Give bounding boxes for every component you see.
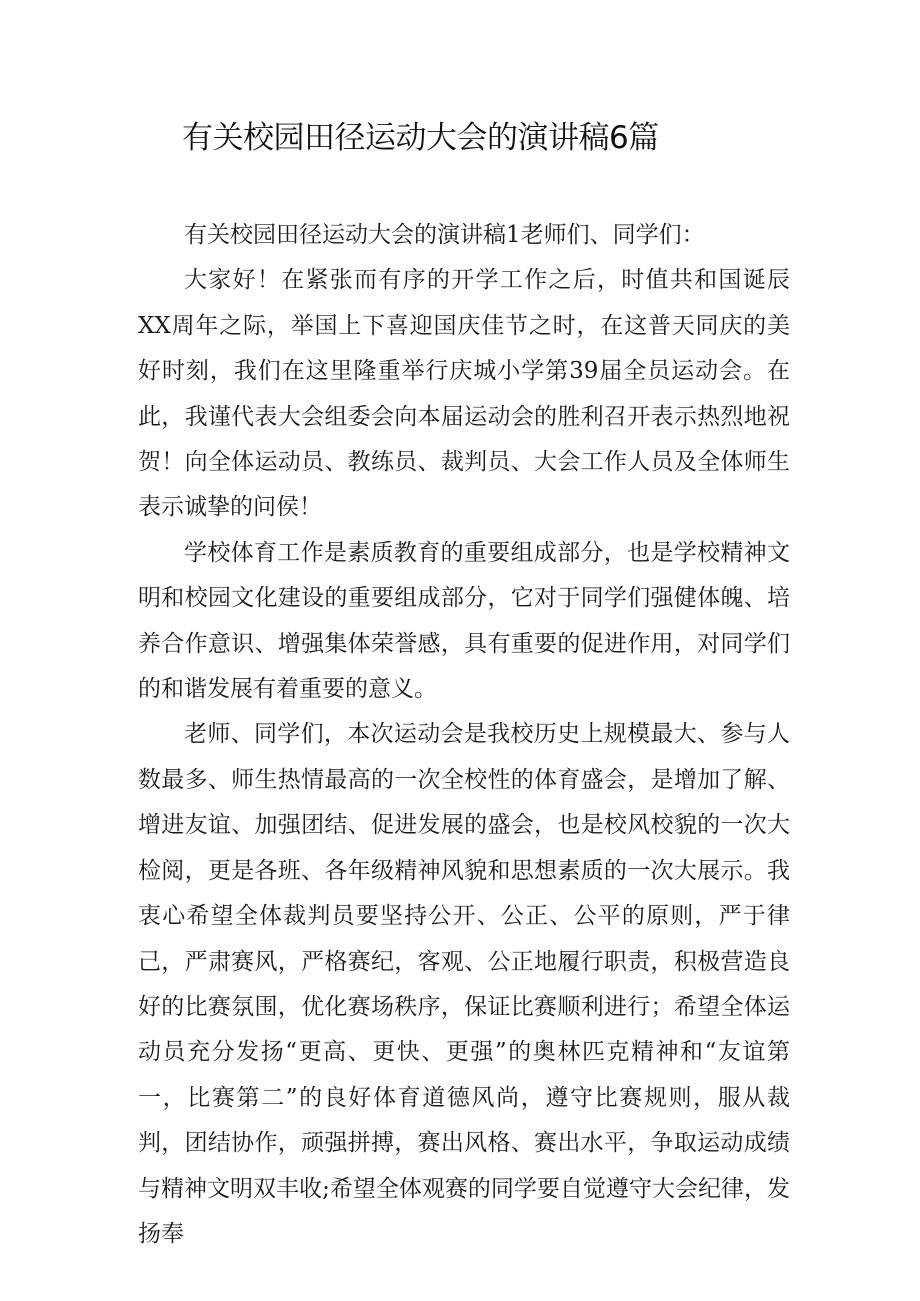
paragraph-intro: 有关校园田径运动大会的演讲稿1老师们、同学们： (184, 222, 705, 248)
paragraph-expectations: 老师、同学们，本次运动会是我校历史上规模最大、参与人数最多、师生热情最高的一次全校性的体育盛会，是增加了解、增进友谊、加强团结、促进发展的盛会，也是校风校貌的一次大检阅，更是各班、各年级精神风貌和思想素质的一次大展示。我衷心希望全体裁判员要坚持公开、公正、公平的原则，严于律己，严肃赛风，严格赛纪，客观、公正地履行职责，积极营造良好的比赛氛围，优化赛场秩序，保证比赛顺利进行；希望全体运动员充分发扬“更高、更快、更强”的奥林匹克精神和“友谊第一，比赛第二”的良好体育道德风尚，遵守比赛规则，服从裁判，团结协作，顽强拼搏，赛出风格、赛出水平，争取运动成绩与精神文明双丰收;希望全体观赛的同学要自觉遵守大会纪律，发扬奉 (138, 721, 790, 1247)
paragraph-greeting: 大家好！在紧张而有序的开学工作之后，时值共和国诞辰XX周年之际，举国上下喜迎国庆佳节之时，在这普天同庆的美好时刻，我们在这里隆重举行庆城小学第39届全员运动会。在此，我谨代表大会组委会向本届运动会的胜利召开表示热烈地祝贺！向全体运动员、教练员、裁判员、大会工作人员及全体师生表示诚挚的问侯！ (138, 267, 790, 521)
document-title: 有关校园田径运动大会的演讲稿6篇 (182, 120, 659, 156)
paragraph-sports-importance: 学校体育工作是素质教育的重要组成部分，也是学校精神文明和校园文化建设的重要组成部分，它对于同学们强健体魄、培养合作意识、增强集体荣誉感，具有重要的促进作用，对同学们的和谐发展有着重要的意义。 (138, 539, 790, 703)
document-body (138, 213, 790, 1257)
